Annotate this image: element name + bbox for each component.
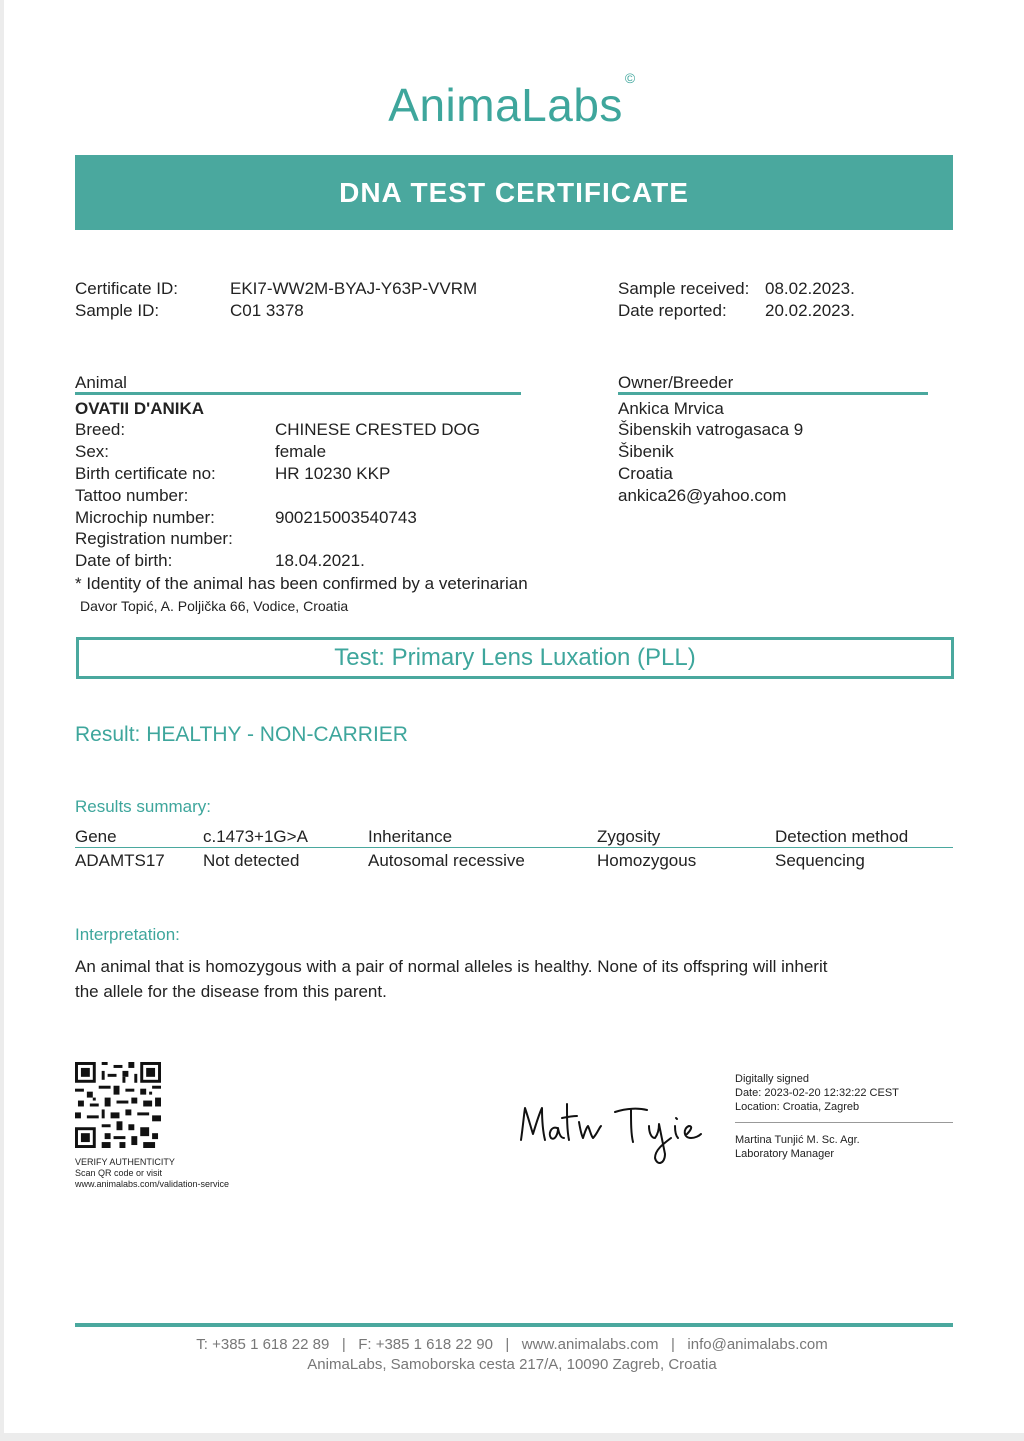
birth-certificate-label: Birth certificate no: [75, 464, 216, 483]
table-header-gene: Gene [75, 827, 117, 846]
table-cell-inheritance: Autosomal recessive [368, 851, 525, 870]
sex-label: Sex: [75, 442, 110, 461]
owner-city: Šibenik [618, 442, 674, 461]
owner-street: Šibenskih vatrogasaca 9 [618, 420, 804, 439]
microchip-label: Microchip number: [75, 508, 215, 527]
table-header-inheritance: Inheritance [368, 827, 453, 846]
sex-value: female [275, 442, 327, 461]
result-text: Result: HEALTHY - NON-CARRIER [75, 723, 408, 746]
sample-id-value: C01 3378 [230, 301, 304, 320]
table-cell-variant: Not detected [203, 851, 300, 870]
owner-name: Ankica Mrvica [618, 399, 724, 418]
signer-role: Laboratory Manager [735, 1148, 835, 1160]
certificate-id-label: Certificate ID: [75, 279, 178, 298]
page-edge [0, 0, 4, 1441]
page-edge-bottom [0, 1433, 1024, 1441]
birth-certificate-value: HR 10230 KKP [275, 464, 391, 483]
date-reported-value: 20.02.2023. [765, 301, 855, 320]
verify-instructions: Scan QR code or visit [75, 1168, 163, 1178]
table-cell-zygosity: Homozygous [597, 851, 697, 870]
digitally-signed-label: Digitally signed [735, 1073, 809, 1085]
table-header-zygosity: Zygosity [597, 827, 661, 846]
verify-url[interactable]: www.animalabs.com/validation-service [75, 1179, 230, 1189]
owner-country: Croatia [618, 464, 673, 483]
sample-received-value: 08.02.2023. [765, 279, 855, 298]
results-summary-title: Results summary: [75, 797, 212, 816]
qr-code-icon[interactable] [75, 1062, 161, 1148]
interpretation-line-2: the allele for the disease from this parent. [75, 982, 387, 1001]
footer-address: AnimaLabs, Samoborska cesta 217/A, 10090 Zagreb, Croatia [307, 1356, 717, 1373]
sample-received-label: Sample received: [618, 279, 750, 298]
breed-label: Breed: [75, 420, 126, 439]
breed-value: CHINESE CRESTED DOG [275, 420, 480, 439]
animal-name: OVATII D'ANIKA [75, 399, 205, 418]
signature-date: Date: 2023-02-20 12:32:22 CEST [735, 1087, 899, 1099]
owner-section-label: Owner/Breeder [618, 373, 734, 392]
date-reported-label: Date reported: [618, 301, 727, 320]
table-cell-gene: ADAMTS17 [75, 851, 165, 870]
table-cell-detection: Sequencing [775, 851, 865, 870]
certificate-title: DNA TEST CERTIFICATE [75, 155, 953, 230]
tattoo-label: Tattoo number: [75, 486, 189, 505]
animal-section-label: Animal [75, 373, 127, 392]
signature-location: Location: Croatia, Zagreb [735, 1101, 860, 1113]
vet-confirmation-note: * Identity of the animal has been confirmed by a veterinarian [75, 574, 528, 593]
vet-name: Davor Topić, A. Poljička 66, Vodice, Croatia [80, 598, 349, 614]
verify-authenticity-label: VERIFY AUTHENTICITY [75, 1157, 175, 1167]
date-of-birth-label: Date of birth: [75, 551, 173, 570]
owner-email: ankica26@yahoo.com [618, 486, 787, 505]
table-header-variant: c.1473+1G>A [203, 827, 308, 846]
date-of-birth-value: 18.04.2021. [275, 551, 365, 570]
table-header-detection: Detection method [775, 827, 909, 846]
animal-section-rule [75, 392, 521, 395]
signer-name: Martina Tunjić M. Sc. Agr. [735, 1134, 860, 1146]
interpretation-title: Interpretation: [75, 925, 180, 944]
owner-section-rule [618, 392, 928, 395]
test-name-box: Test: Primary Lens Luxation (PLL) [76, 637, 954, 679]
footer-rule [75, 1323, 953, 1327]
registration-label: Registration number: [75, 529, 233, 548]
certificate-id-value: EKI7-WW2M-BYAJ-Y63P-VVRM [230, 279, 478, 298]
microchip-value: 900215003540743 [275, 508, 417, 527]
handwritten-signature [515, 1098, 705, 1170]
footer-contacts: T: +385 1 618 22 89 | F: +385 1 618 22 90 | www.animalabs.com | info@animalabs.com [196, 1336, 828, 1353]
sample-id-label: Sample ID: [75, 301, 160, 320]
signature-rule [735, 1122, 953, 1123]
interpretation-line-1: An animal that is homozygous with a pair of normal alleles is healthy. None of its offspring will inherit [75, 957, 828, 976]
brand-logo: AnimaLabs© [388, 69, 636, 131]
table-header-rule [75, 847, 953, 848]
